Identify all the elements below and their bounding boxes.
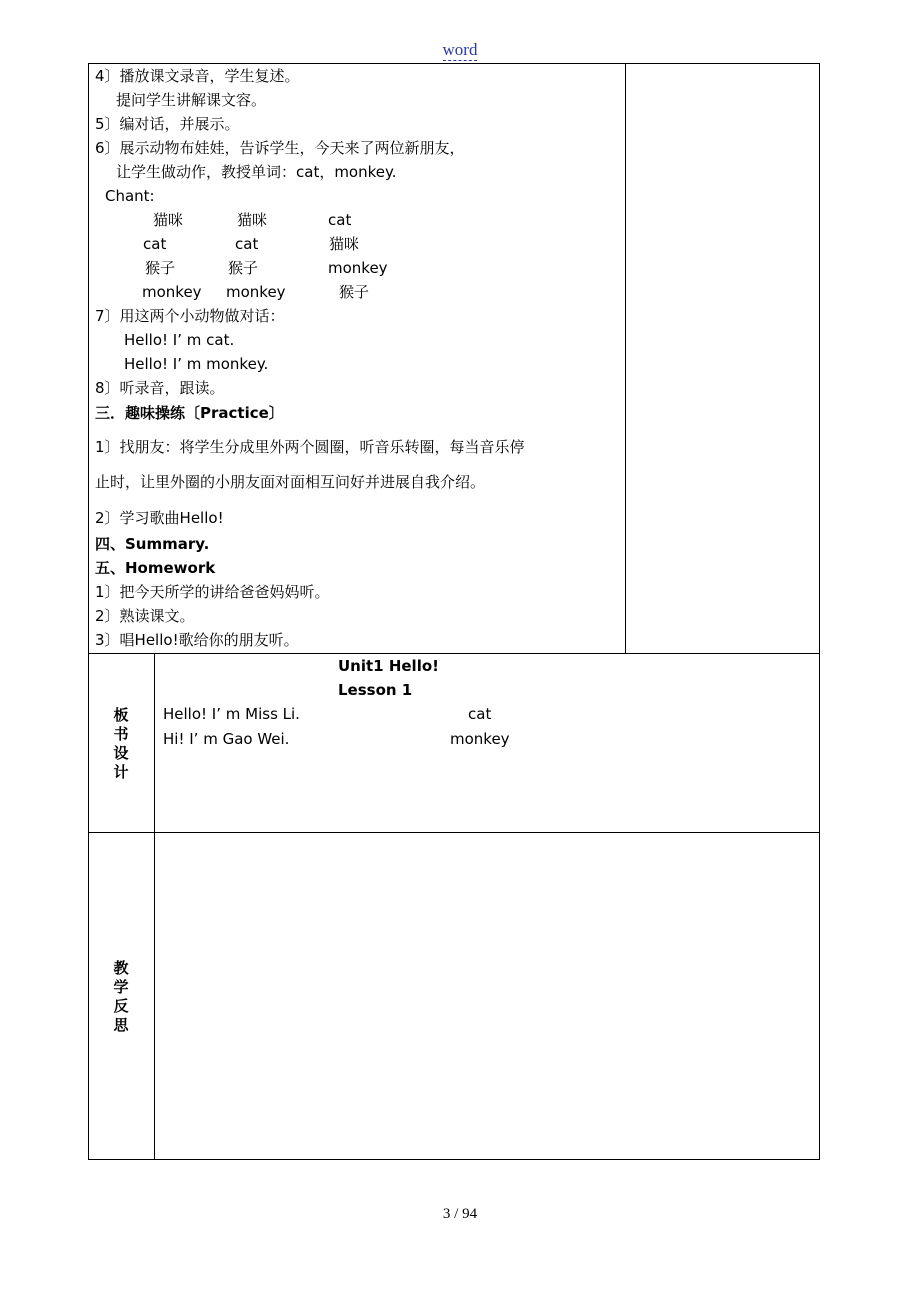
chant-label: Chant: xyxy=(105,187,155,205)
chant-cell: cat xyxy=(328,211,352,229)
step-5: 5〕编对话，并展示。 xyxy=(95,115,240,133)
board-word-1: cat xyxy=(468,705,492,723)
row-divider-board xyxy=(88,653,820,654)
teaching-reflection-label: 教学反思 xyxy=(113,959,129,1034)
homework-2: 2〕熟读课文。 xyxy=(95,607,195,625)
chant-cell: 猴子 xyxy=(145,259,176,277)
board-sentence-1: Hello! I’ m Miss Li. xyxy=(163,705,300,723)
header-link[interactable] xyxy=(0,40,920,60)
section-homework-heading: 五、Homework xyxy=(95,559,216,577)
practice-2: 2〕学习歌曲Hello! xyxy=(95,509,224,527)
homework-1: 1〕把今天所学的讲给爸爸妈妈听。 xyxy=(95,583,330,601)
step-8: 8〕听录音，跟读。 xyxy=(95,379,225,397)
section-summary-heading: 四、Summary. xyxy=(95,535,210,553)
upper-column-divider xyxy=(625,63,626,654)
table-border-left xyxy=(88,63,89,1160)
step-4-sub: 提问学生讲解课文容。 xyxy=(116,91,267,109)
header-link-text[interactable]: word xyxy=(442,40,478,59)
chant-cell: 猫咪 xyxy=(329,235,360,253)
chant-cell: 猴子 xyxy=(339,283,370,301)
dialog-line: Hello! I’ m cat. xyxy=(124,331,235,349)
step-4: 4〕播放课文录音，学生复述。 xyxy=(95,67,300,85)
board-lesson: Lesson 1 xyxy=(338,681,413,699)
practice-1: 1〕找朋友：将学生分成里外两个圆圈，听音乐转圈，每当音乐停 xyxy=(95,438,525,456)
chant-cell: cat xyxy=(235,235,259,253)
table-border-right xyxy=(819,63,820,1160)
table-border-bottom xyxy=(88,1159,820,1160)
chant-cell: monkey xyxy=(328,259,388,277)
homework-3: 3〕唱Hello!歌给你的朋友听。 xyxy=(95,631,299,649)
chant-cell: 猫咪 xyxy=(153,211,184,229)
practice-1-cont: 止时，让里外圈的小朋友面对面相互问好并进展自我介绍。 xyxy=(95,473,486,491)
board-word-2: monkey xyxy=(450,730,510,748)
board-title: Unit1 Hello! xyxy=(338,657,439,675)
page-number: 3 / 94 xyxy=(442,1206,478,1222)
table-border-top xyxy=(88,63,820,64)
step-6-sub: 让学生做动作，教授单词：cat，monkey. xyxy=(116,163,397,181)
board-sentence-2: Hi! I’ m Gao Wei. xyxy=(163,730,290,748)
label-column-divider xyxy=(154,653,155,1160)
chant-cell: 猫咪 xyxy=(237,211,268,229)
chant-cell: 猴子 xyxy=(228,259,259,277)
chant-cell: monkey xyxy=(142,283,202,301)
board-design-label: 板书设计 xyxy=(113,706,129,781)
dialog-line: Hello! I’ m monkey. xyxy=(124,355,269,373)
section-practice-heading: 三．趣味操练〔Practice〕 xyxy=(95,404,284,422)
chant-cell: monkey xyxy=(226,283,286,301)
step-7: 7〕用这两个小动物做对话： xyxy=(95,307,285,325)
step-6: 6〕展示动物布娃娃，告诉学生，今天来了两位新朋友， xyxy=(95,139,465,157)
row-divider-reflection xyxy=(88,832,820,833)
chant-cell: cat xyxy=(143,235,167,253)
